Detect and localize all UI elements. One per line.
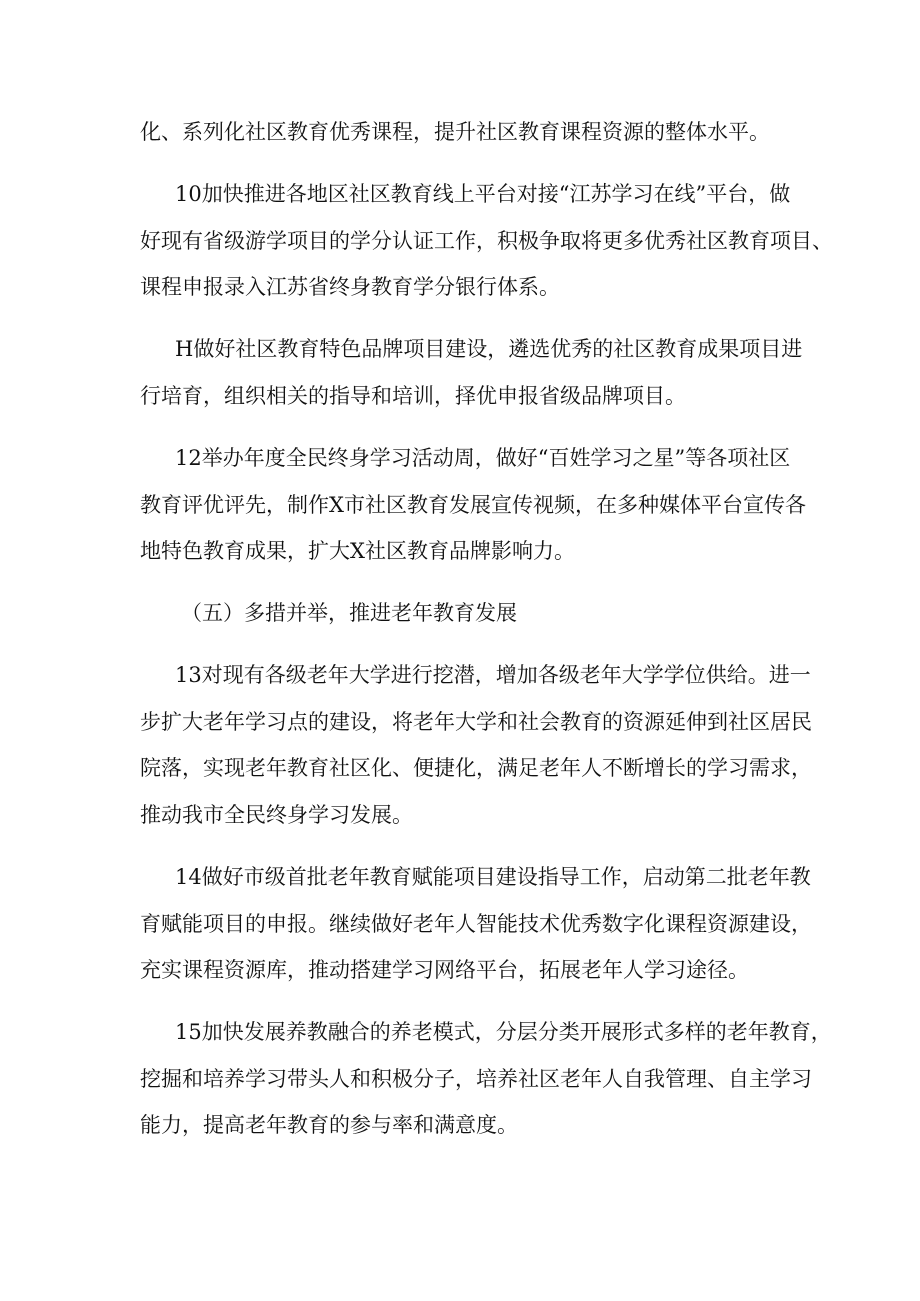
- paragraph-9-line-1: 化、系列化社区教育优秀课程，提升社区教育课程资源的整体水平。: [140, 120, 770, 144]
- paragraph-13-line-4: 推动我市全民终身学习发展。: [140, 803, 413, 827]
- paragraph-14-line-1: 14做好市级首批老年教育赋能项目建设指导工作，启动第二批老年教: [175, 865, 811, 889]
- paragraph-15-line-2: 挖掘和培养学习带头人和积极分子，培养社区老年人自我管理、自主学习: [140, 1067, 812, 1091]
- paragraph-10-line-2: 好现有省级游学项目的学分认证工作，积极争取将更多优秀社区教育项目、: [140, 229, 833, 253]
- paragraph-14-line-3: 充实课程资源库，推动搭建学习网络平台，拓展老年人学习途径。: [140, 958, 749, 982]
- paragraph-15-line-1: 15加快发展养教融合的养老模式，分层分类开展形式多样的老年教育，: [175, 1020, 832, 1044]
- paragraph-14-line-2: 育赋能项目的申报。继续做好老年人智能技术优秀数字化课程资源建设，: [140, 912, 812, 936]
- paragraph-13-line-2: 步扩大老年学习点的建设，将老年大学和社会教育的资源延伸到社区居民: [140, 710, 812, 734]
- paragraph-15-line-3: 能力，提高老年教育的参与率和满意度。: [140, 1113, 518, 1137]
- paragraph-12-line-2: 教育评优评先，制作X市社区教育发展宣传视频，在多种媒体平台宣传各: [140, 493, 806, 517]
- paragraph-11-line-2: 行培育，组织相关的指导和培训，择优申报省级品牌项目。: [140, 384, 686, 408]
- paragraph-13-line-1: 13对现有各级老年大学进行挖潜，增加各级老年大学学位供给。进一: [175, 663, 811, 687]
- paragraph-10-line-1: 10加快推进各地区社区教育线上平台对接“江苏学习在线”平台，做: [175, 182, 791, 206]
- paragraph-12-line-3: 地特色教育成果，扩大X社区教育品牌影响力。: [140, 539, 575, 563]
- paragraph-12-line-1: 12举办年度全民终身学习活动周，做好“百姓学习之星”等各项社区: [175, 446, 791, 470]
- section-heading: （五）多措并举，推进老年教育发展: [181, 601, 517, 625]
- paragraph-10-line-3: 课程申报录入江苏省终身教育学分银行体系。: [140, 275, 560, 299]
- paragraph-11-line-1: H做好社区教育特色品牌项目建设，遴选优秀的社区教育成果项目进: [175, 337, 803, 361]
- paragraph-13-line-3: 院落，实现老年教育社区化、便捷化，满足老年人不断增长的学习需求，: [140, 756, 812, 780]
